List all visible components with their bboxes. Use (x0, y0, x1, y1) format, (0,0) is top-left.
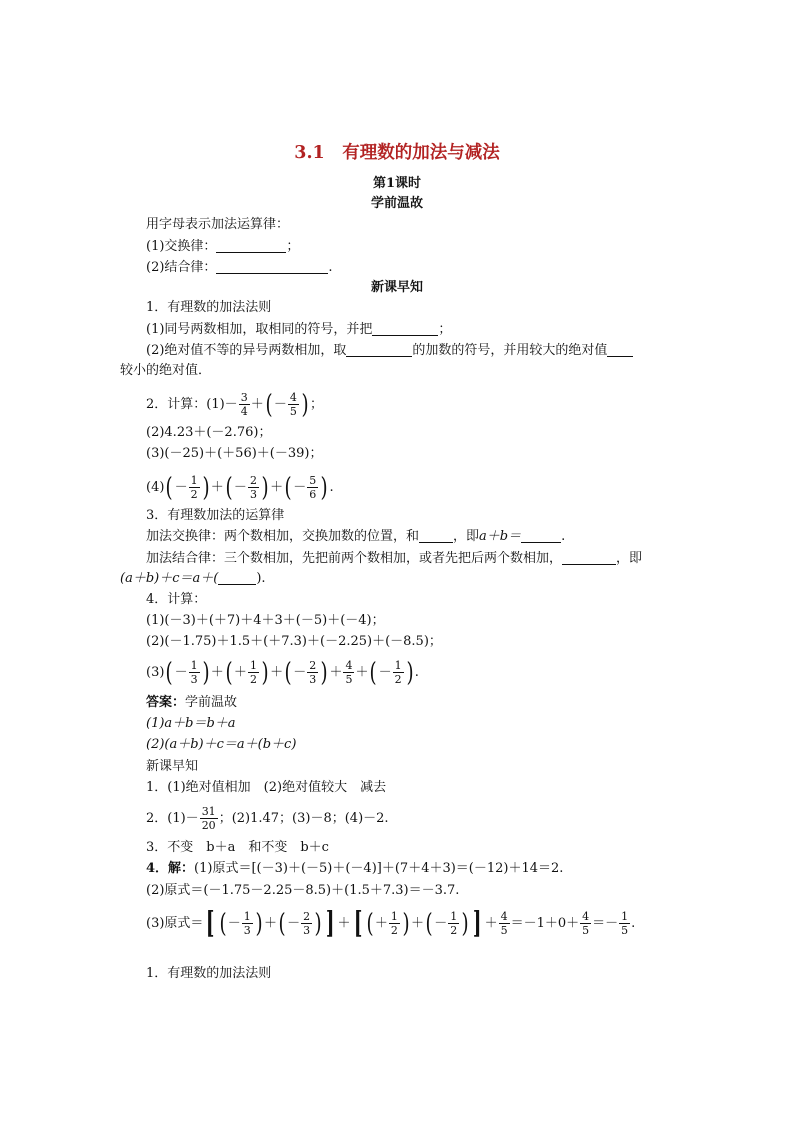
fraction: $\frac{1}{2}$ (394, 659, 402, 686)
q3-line-3: (a＋b)＋c＝a＋( ). (120, 571, 266, 586)
answer-blank (419, 528, 453, 543)
answer-header: 答案：学前温故 (146, 695, 238, 710)
answer-blank (562, 550, 616, 565)
q4-heading: 4．计算： (146, 592, 207, 607)
fraction: $\frac{4}{5}$ (345, 659, 353, 686)
answer-blank (521, 528, 561, 543)
fraction: $\frac{1}{2}$ (190, 474, 198, 501)
fraction: $\frac{1}{3}$ (243, 910, 251, 937)
q3-line-2: 加法结合律：三个数相加，先把前两个数相加，或者先把后两个数相加， ，即 (146, 551, 643, 566)
fraction: $\frac{31}{20}$ (201, 805, 216, 832)
fraction: $\frac{4}{5}$ (582, 910, 590, 937)
answer-4-line-1: 4．解：(1)原式＝[(－3)＋(－5)＋(－4)]＋(7＋4＋3)＝(－12)＋14＝2. (146, 861, 564, 876)
q3-line-1: 加法交换律：两个数相加，交换加数的位置，和 ，即a＋b＝ . (146, 529, 566, 544)
q1-line-2: (2)绝对值不等的异号两数相加，取 的加数的符号，并用较大的绝对值 (146, 341, 633, 361)
fraction: $\frac{1}{2}$ (390, 910, 398, 937)
q2-line-3: (3)(－25)＋(＋56)＋(－39)； (146, 446, 323, 461)
fraction: $\frac{1}{2}$ (450, 910, 458, 937)
fraction: $\frac{2}{3}$ (249, 474, 257, 501)
fraction: $\frac{4}{5}$ (500, 910, 508, 937)
fraction: $\frac{4}{5}$ (289, 391, 297, 418)
answer-blank (346, 342, 412, 357)
answer-blank (218, 570, 256, 585)
q3-heading: 3．有理数加法的运算律 (146, 508, 285, 523)
page-title: 3.1 有理数的加法与减法 (294, 143, 500, 163)
q4-line-1: (1)(－3)＋(＋7)＋4＋3＋(－5)＋(－4)； (146, 613, 385, 628)
q1-line-3: 较小的绝对值． (120, 363, 212, 378)
q2-line-1: 2．计算：(1)－ $\frac{3}{4}$ ＋( － $\frac{4}{5}$ ) ； (146, 389, 324, 420)
section-review-title: 学前温故 (370, 196, 423, 211)
fraction: $\frac{1}{5}$ (621, 910, 629, 937)
period-subtitle: 第1课时 (372, 176, 422, 191)
fraction: $\frac{3}{4}$ (240, 391, 248, 418)
answer-new-title: 新课早知 (146, 759, 199, 774)
fraction: $\frac{2}{3}$ (309, 659, 317, 686)
review-item-1: (1)交换律： ； (146, 239, 300, 254)
answer-4-line-2: (2)原式＝(－1.75－2.25－8.5)＋(1.5＋7.3)＝－3.7. (146, 883, 460, 898)
q4-line-2: (2)(－1.75)＋1.5＋(＋7.3)＋(－2.25)＋(－8.5)； (146, 634, 442, 649)
fraction: $\frac{5}{6}$ (309, 474, 317, 501)
fraction: $\frac{1}{2}$ (249, 659, 257, 686)
answer-blank (216, 238, 286, 253)
q1-heading: 1．有理数的加法法则 (146, 300, 272, 315)
q1-line-1: (1)同号两数相加，取相同的符号，并把 ； (146, 322, 452, 337)
answer-blank (216, 259, 328, 274)
q4-line-3: (3)( － $\frac{1}{3}$ ) ＋( ＋ $\frac{1}{2}$ ) ＋( － $\frac{2}{3}$ ) ＋ $\frac{4}{5}$ ＋( － $\frac{1}{2}$ ) . (146, 657, 419, 688)
review-item-2: (2)结合律： . (146, 260, 333, 275)
answer-1: 1．(1)绝对值相加 (2)绝对值较大 减去 (146, 780, 387, 795)
answer-3: 3．不变 b＋a 和不变 b＋c (146, 840, 329, 855)
footer-heading: 1．有理数的加法法则 (146, 966, 272, 981)
answer-2: 2．(1)－ $\frac{31}{20}$ ；(2)1.47；(3)－8；(4)－2. (146, 805, 389, 832)
review-intro: 用字母表示加法运算律： (146, 217, 290, 232)
q2-line-4: (4)( － $\frac{1}{2}$ ) ＋( － $\frac{2}{3}$ ) ＋( － $\frac{5}{6}$ ) . (146, 472, 334, 503)
answer-4-line-3: (3)原式＝[ ( － $\frac{1}{3}$ ) ＋( － $\frac{2}{3}$ ) ] ＋[ ( ＋ $\frac{1}{2}$ ) ＋( － $\frac{1}{2}$ ) ] ＋ $\frac{4}{5}$ ＝－1＋0＋ $\frac{4}{5}$ ＝－ $\frac{1}{5}$ . (146, 905, 636, 941)
answer-blank (607, 342, 633, 357)
q2-line-2: (2)4.23＋(－2.76)； (146, 425, 272, 440)
fraction: $\frac{2}{3}$ (303, 910, 311, 937)
section-new-title: 新课早知 (370, 280, 423, 295)
fraction: $\frac{1}{3}$ (190, 659, 198, 686)
answer-review-1: (1)a＋b＝b＋a (146, 716, 236, 731)
answer-blank (372, 321, 438, 336)
answer-review-2: (2)(a＋b)＋c＝a＋(b＋c) (146, 737, 297, 752)
